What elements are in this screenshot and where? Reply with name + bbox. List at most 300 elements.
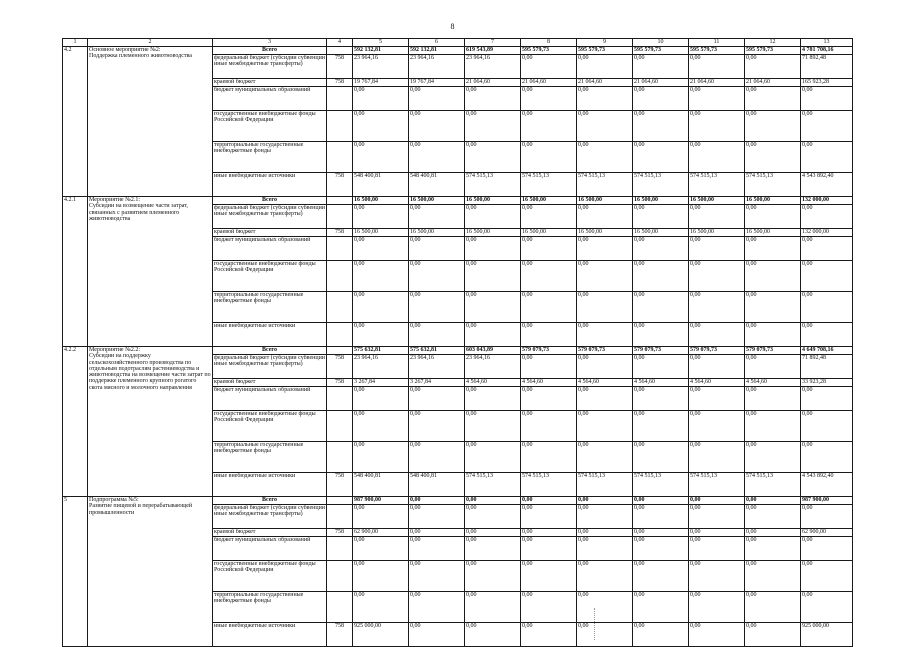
column-number: 1: [63, 39, 88, 47]
column-number: 13: [801, 39, 853, 47]
year-amount: 0,00: [409, 497, 465, 505]
year-amount: 0,00: [353, 592, 409, 623]
year-amount: 0,00: [353, 292, 409, 323]
year-amount: 0,00: [465, 592, 521, 623]
section-title: Мероприятие №2.2: Субсидии на поддержку сельскохозяйственного производства по отдельным подотраслям растениеводства и животноводства на возмещение части затрат по поддержке племенного крупного рогатого скота мясного и молочного направления: [88, 347, 213, 497]
year-amount: 0,00: [689, 561, 745, 592]
year-amount: 0,00: [745, 411, 801, 442]
year-amount: 0,00: [745, 261, 801, 292]
funding-source: государственные внебюджетные фонды Российской Федерации: [213, 561, 327, 592]
year-amount: 0,00: [521, 411, 577, 442]
year-amount: 23 964,16: [409, 355, 465, 379]
total-amount: 4 649 708,16: [801, 347, 853, 355]
grbs-code: 758: [327, 173, 353, 197]
year-amount: 0,00: [521, 237, 577, 261]
column-number-row: [63, 39, 853, 47]
year-amount: 0,00: [689, 623, 745, 647]
funding-source: федеральный бюджет (субсидии субвенции иные межбюджетные трансферты): [213, 505, 327, 529]
year-amount: 0,00: [465, 537, 521, 561]
year-amount: 0,00: [689, 237, 745, 261]
year-amount: 0,00: [633, 87, 689, 111]
year-amount: 0,00: [409, 442, 465, 473]
source-total-label: Всего: [213, 47, 327, 55]
year-amount: 0,00: [577, 292, 633, 323]
column-number: 10: [633, 39, 689, 47]
column-number: 7: [465, 39, 521, 47]
grbs-code: 758: [327, 229, 353, 237]
year-amount: 0,00: [409, 537, 465, 561]
funding-source: федеральный бюджет (субсидии субвенции иные межбюджетные трансферты): [213, 355, 327, 379]
year-amount: 0,00: [465, 323, 521, 347]
total-amount: 132 000,00: [801, 229, 853, 237]
funding-source: бюджет муниципальных образований: [213, 87, 327, 111]
year-amount: 0,00: [521, 261, 577, 292]
year-amount: 0,00: [521, 355, 577, 379]
column-number: 4: [327, 39, 353, 47]
total-amount: 0,00: [801, 505, 853, 529]
grbs-code: 758: [327, 379, 353, 387]
year-amount: 0,00: [353, 442, 409, 473]
year-amount: 0,00: [465, 142, 521, 173]
year-amount: 575 632,81: [353, 347, 409, 355]
year-amount: 0,00: [633, 55, 689, 79]
year-amount: 574 515,13: [521, 173, 577, 197]
funding-source: федеральный бюджет (субсидии субвенции иные межбюджетные трансферты): [213, 55, 327, 79]
grbs-code: [327, 497, 353, 505]
grbs-code: 758: [327, 473, 353, 497]
year-amount: 0,00: [521, 205, 577, 229]
funding-source: федеральный бюджет (субсидии субвенции иные межбюджетные трансферты): [213, 205, 327, 229]
year-amount: 574 515,13: [577, 173, 633, 197]
year-amount: 0,00: [745, 505, 801, 529]
year-amount: 0,00: [577, 537, 633, 561]
section-title: Мероприятие №2.1: Субсидии на возмещение части затрат, связанных с развитием племенного животноводства: [88, 197, 213, 347]
total-amount: 0,00: [801, 87, 853, 111]
total-amount: 0,00: [801, 561, 853, 592]
grbs-code: [327, 537, 353, 561]
grbs-code: [327, 261, 353, 292]
year-amount: 0,00: [521, 55, 577, 79]
year-amount: 0,00: [353, 111, 409, 142]
total-amount: 925 000,00: [801, 623, 853, 647]
year-amount: 575 632,81: [409, 347, 465, 355]
year-amount: 0,00: [745, 55, 801, 79]
source-total-label: Всего: [213, 497, 327, 505]
grbs-code: [327, 442, 353, 473]
column-number: 5: [353, 39, 409, 47]
year-amount: 0,00: [409, 237, 465, 261]
year-amount: 0,00: [577, 237, 633, 261]
total-amount: 33 923,28: [801, 379, 853, 387]
total-amount: 0,00: [801, 537, 853, 561]
year-amount: 0,00: [633, 111, 689, 142]
year-amount: 574 515,13: [465, 173, 521, 197]
grbs-code: [327, 87, 353, 111]
year-amount: 0,00: [353, 237, 409, 261]
year-amount: 23 964,16: [465, 355, 521, 379]
year-amount: 0,00: [689, 111, 745, 142]
grbs-code: [327, 197, 353, 205]
year-amount: 0,00: [577, 497, 633, 505]
total-amount: 62 900,00: [801, 529, 853, 537]
year-amount: 0,00: [689, 292, 745, 323]
year-amount: 0,00: [353, 87, 409, 111]
year-amount: 16 500,00: [745, 229, 801, 237]
year-amount: 574 515,13: [745, 473, 801, 497]
year-amount: 0,00: [633, 411, 689, 442]
year-amount: 0,00: [745, 355, 801, 379]
grbs-code: [327, 47, 353, 55]
year-amount: 925 000,00: [353, 623, 409, 647]
year-amount: 0,00: [633, 623, 689, 647]
year-amount: 595 579,73: [633, 47, 689, 55]
year-amount: 0,00: [465, 497, 521, 505]
year-amount: 0,00: [521, 497, 577, 505]
year-amount: 0,00: [577, 387, 633, 411]
total-amount: 71 892,48: [801, 55, 853, 79]
year-amount: 574 515,13: [633, 473, 689, 497]
year-amount: 595 579,73: [745, 47, 801, 55]
funding-source: бюджет муниципальных образований: [213, 237, 327, 261]
year-amount: 23 964,16: [409, 55, 465, 79]
year-amount: 0,00: [633, 292, 689, 323]
year-amount: 0,00: [353, 261, 409, 292]
year-amount: 592 132,81: [409, 47, 465, 55]
year-amount: 987 900,00: [353, 497, 409, 505]
year-amount: 595 579,73: [577, 47, 633, 55]
year-amount: 0,00: [409, 111, 465, 142]
year-amount: 16 500,00: [689, 197, 745, 205]
grbs-code: [327, 142, 353, 173]
year-amount: 574 515,13: [521, 473, 577, 497]
year-amount: 16 500,00: [577, 229, 633, 237]
year-amount: 579 079,73: [745, 347, 801, 355]
funding-source: государственные внебюджетные фонды Российской Федерации: [213, 411, 327, 442]
total-amount: 165 923,28: [801, 79, 853, 87]
year-amount: 0,00: [577, 55, 633, 79]
section-code: 4.2.1: [63, 197, 88, 347]
year-amount: 3 267,84: [353, 379, 409, 387]
year-amount: 0,00: [745, 529, 801, 537]
budget-table: [62, 38, 853, 647]
funding-source: территориальные государственные внебюджетные фонды: [213, 142, 327, 173]
section-code: 5: [63, 497, 88, 647]
year-amount: 19 767,84: [409, 79, 465, 87]
year-amount: 0,00: [577, 205, 633, 229]
year-amount: 23 964,16: [353, 55, 409, 79]
year-amount: 0,00: [689, 529, 745, 537]
year-amount: 0,00: [465, 442, 521, 473]
year-amount: 0,00: [577, 111, 633, 142]
year-amount: 21 064,60: [465, 79, 521, 87]
year-amount: 0,00: [465, 623, 521, 647]
year-amount: 548 400,81: [353, 173, 409, 197]
year-amount: 0,00: [577, 561, 633, 592]
funding-source: иные внебюджетные источники: [213, 473, 327, 497]
year-amount: 579 079,73: [521, 347, 577, 355]
year-amount: 0,00: [689, 323, 745, 347]
year-amount: 0,00: [745, 292, 801, 323]
year-amount: 0,00: [521, 561, 577, 592]
funding-source: иные внебюджетные источники: [213, 173, 327, 197]
year-amount: 0,00: [745, 237, 801, 261]
year-amount: 0,00: [409, 205, 465, 229]
year-amount: 0,00: [465, 411, 521, 442]
year-amount: 16 500,00: [633, 229, 689, 237]
year-amount: 0,00: [353, 205, 409, 229]
year-amount: 0,00: [577, 261, 633, 292]
grbs-code: 758: [327, 529, 353, 537]
year-amount: 16 500,00: [745, 197, 801, 205]
year-amount: 0,00: [689, 505, 745, 529]
total-amount: 987 900,00: [801, 497, 853, 505]
year-amount: 0,00: [745, 497, 801, 505]
year-amount: 0,00: [409, 323, 465, 347]
grbs-code: [327, 387, 353, 411]
year-amount: 0,00: [633, 205, 689, 229]
grbs-code: [327, 323, 353, 347]
year-amount: 0,00: [353, 411, 409, 442]
year-amount: 0,00: [577, 442, 633, 473]
year-amount: 0,00: [521, 87, 577, 111]
year-amount: 19 767,84: [353, 79, 409, 87]
year-amount: 0,00: [577, 505, 633, 529]
year-amount: 0,00: [689, 87, 745, 111]
total-amount: 0,00: [801, 111, 853, 142]
year-amount: 4 564,60: [745, 379, 801, 387]
year-amount: 0,00: [409, 561, 465, 592]
year-amount: 0,00: [353, 142, 409, 173]
column-number: 8: [521, 39, 577, 47]
grbs-code: [327, 111, 353, 142]
year-amount: 0,00: [689, 497, 745, 505]
table-row: [63, 197, 853, 205]
total-amount: 0,00: [801, 205, 853, 229]
year-amount: 0,00: [633, 142, 689, 173]
year-amount: 0,00: [745, 111, 801, 142]
year-amount: 595 579,73: [689, 47, 745, 55]
year-amount: 0,00: [521, 323, 577, 347]
year-amount: 0,00: [465, 261, 521, 292]
year-amount: 21 064,60: [521, 79, 577, 87]
year-amount: 0,00: [521, 537, 577, 561]
year-amount: 0,00: [409, 292, 465, 323]
year-amount: 574 515,13: [633, 173, 689, 197]
year-amount: 0,00: [465, 561, 521, 592]
year-amount: 0,00: [465, 387, 521, 411]
year-amount: 0,00: [577, 87, 633, 111]
year-amount: 0,00: [409, 261, 465, 292]
year-amount: 0,00: [409, 529, 465, 537]
year-amount: 0,00: [745, 592, 801, 623]
year-amount: 0,00: [521, 592, 577, 623]
total-amount: 4 781 708,16: [801, 47, 853, 55]
year-amount: 0,00: [689, 442, 745, 473]
year-amount: 0,00: [521, 505, 577, 529]
year-amount: 574 515,13: [689, 473, 745, 497]
year-amount: 574 515,13: [689, 173, 745, 197]
grbs-code: [327, 237, 353, 261]
funding-source: иные внебюджетные источники: [213, 323, 327, 347]
year-amount: 595 579,73: [521, 47, 577, 55]
year-amount: 0,00: [577, 623, 633, 647]
year-amount: 0,00: [745, 387, 801, 411]
column-number: 12: [745, 39, 801, 47]
year-amount: 16 500,00: [577, 197, 633, 205]
year-amount: 62 900,00: [353, 529, 409, 537]
year-amount: 0,00: [633, 497, 689, 505]
year-amount: 0,00: [521, 111, 577, 142]
page-number: 8: [450, 22, 455, 31]
year-amount: 0,00: [689, 205, 745, 229]
year-amount: 574 515,13: [745, 173, 801, 197]
total-amount: 71 892,48: [801, 355, 853, 379]
year-amount: 574 515,13: [465, 473, 521, 497]
year-amount: 0,00: [689, 387, 745, 411]
year-amount: 0,00: [689, 411, 745, 442]
year-amount: 548 400,81: [409, 473, 465, 497]
total-amount: 132 000,00: [801, 197, 853, 205]
section-title: Подпрограмма №5: Развитие пищевой и перерабатывающей промышленности: [88, 497, 213, 647]
year-amount: 0,00: [353, 537, 409, 561]
grbs-code: [327, 205, 353, 229]
year-amount: 0,00: [521, 442, 577, 473]
year-amount: 0,00: [577, 142, 633, 173]
funding-source: территориальные государственные внебюджетные фонды: [213, 292, 327, 323]
year-amount: 0,00: [689, 355, 745, 379]
year-amount: 0,00: [521, 623, 577, 647]
total-amount: 0,00: [801, 592, 853, 623]
section-code: 4.2.2: [63, 347, 88, 497]
year-amount: 0,00: [745, 142, 801, 173]
year-amount: 592 132,81: [353, 47, 409, 55]
funding-source: бюджет муниципальных образований: [213, 537, 327, 561]
year-amount: 579 079,73: [689, 347, 745, 355]
year-amount: 21 064,60: [633, 79, 689, 87]
year-amount: 0,00: [521, 529, 577, 537]
year-amount: 0,00: [633, 592, 689, 623]
year-amount: 0,00: [633, 355, 689, 379]
year-amount: 16 500,00: [689, 229, 745, 237]
year-amount: 0,00: [577, 592, 633, 623]
year-amount: 0,00: [465, 292, 521, 323]
year-amount: 0,00: [745, 561, 801, 592]
year-amount: 0,00: [353, 561, 409, 592]
year-amount: 0,00: [409, 592, 465, 623]
year-amount: 0,00: [409, 623, 465, 647]
funding-source: краевой бюджет: [213, 229, 327, 237]
year-amount: 0,00: [745, 623, 801, 647]
funding-source: государственные внебюджетные фонды Российской Федерации: [213, 111, 327, 142]
total-amount: 0,00: [801, 142, 853, 173]
section-code: 4.2: [63, 47, 88, 197]
year-amount: 4 564,60: [521, 379, 577, 387]
funding-source: территориальные государственные внебюджетные фонды: [213, 442, 327, 473]
funding-source: краевой бюджет: [213, 529, 327, 537]
grbs-code: [327, 347, 353, 355]
year-amount: 619 543,89: [465, 47, 521, 55]
year-amount: 21 064,60: [577, 79, 633, 87]
year-amount: 16 500,00: [521, 229, 577, 237]
year-amount: 0,00: [633, 323, 689, 347]
year-amount: 0,00: [521, 387, 577, 411]
year-amount: 4 564,60: [689, 379, 745, 387]
funding-source: государственные внебюджетные фонды Российской Федерации: [213, 261, 327, 292]
total-amount: 0,00: [801, 261, 853, 292]
year-amount: 0,00: [521, 142, 577, 173]
year-amount: 0,00: [689, 592, 745, 623]
column-number: 11: [689, 39, 745, 47]
year-amount: 0,00: [465, 111, 521, 142]
year-amount: 0,00: [577, 355, 633, 379]
year-amount: 0,00: [465, 87, 521, 111]
year-amount: 21 064,60: [745, 79, 801, 87]
year-amount: 0,00: [409, 142, 465, 173]
year-amount: 0,00: [465, 505, 521, 529]
year-amount: 0,00: [689, 55, 745, 79]
year-amount: 548 400,81: [409, 173, 465, 197]
year-amount: 0,00: [633, 529, 689, 537]
total-amount: 0,00: [801, 323, 853, 347]
total-amount: 4 543 892,40: [801, 473, 853, 497]
year-amount: 0,00: [745, 87, 801, 111]
fold-line: [594, 608, 596, 640]
funding-source: бюджет муниципальных образований: [213, 387, 327, 411]
year-amount: 548 400,81: [353, 473, 409, 497]
grbs-code: 758: [327, 355, 353, 379]
year-amount: 0,00: [633, 237, 689, 261]
year-amount: 579 079,73: [633, 347, 689, 355]
year-amount: 23 964,16: [353, 355, 409, 379]
funding-source: иные внебюджетные источники: [213, 623, 327, 647]
year-amount: 0,00: [633, 561, 689, 592]
column-number: 6: [409, 39, 465, 47]
year-amount: 0,00: [745, 323, 801, 347]
source-total-label: Всего: [213, 347, 327, 355]
year-amount: 0,00: [353, 323, 409, 347]
year-amount: 0,00: [465, 205, 521, 229]
year-amount: 4 564,60: [465, 379, 521, 387]
year-amount: 0,00: [409, 505, 465, 529]
year-amount: 0,00: [689, 261, 745, 292]
year-amount: 0,00: [409, 411, 465, 442]
year-amount: 16 500,00: [353, 229, 409, 237]
column-number: 2: [88, 39, 213, 47]
total-amount: 0,00: [801, 292, 853, 323]
year-amount: 0,00: [633, 387, 689, 411]
year-amount: 16 500,00: [633, 197, 689, 205]
grbs-code: 758: [327, 55, 353, 79]
year-amount: 0,00: [689, 537, 745, 561]
year-amount: 0,00: [577, 411, 633, 442]
total-amount: 0,00: [801, 442, 853, 473]
year-amount: 0,00: [465, 237, 521, 261]
column-number: 9: [577, 39, 633, 47]
year-amount: 16 500,00: [465, 229, 521, 237]
year-amount: 16 500,00: [409, 229, 465, 237]
year-amount: 0,00: [577, 323, 633, 347]
year-amount: 0,00: [353, 387, 409, 411]
total-amount: 4 543 892,40: [801, 173, 853, 197]
year-amount: 0,00: [689, 142, 745, 173]
table-row: [63, 347, 853, 355]
total-amount: 0,00: [801, 237, 853, 261]
year-amount: 603 043,89: [465, 347, 521, 355]
year-amount: 16 500,00: [521, 197, 577, 205]
year-amount: 0,00: [633, 537, 689, 561]
year-amount: 0,00: [409, 87, 465, 111]
column-number: 3: [213, 39, 327, 47]
